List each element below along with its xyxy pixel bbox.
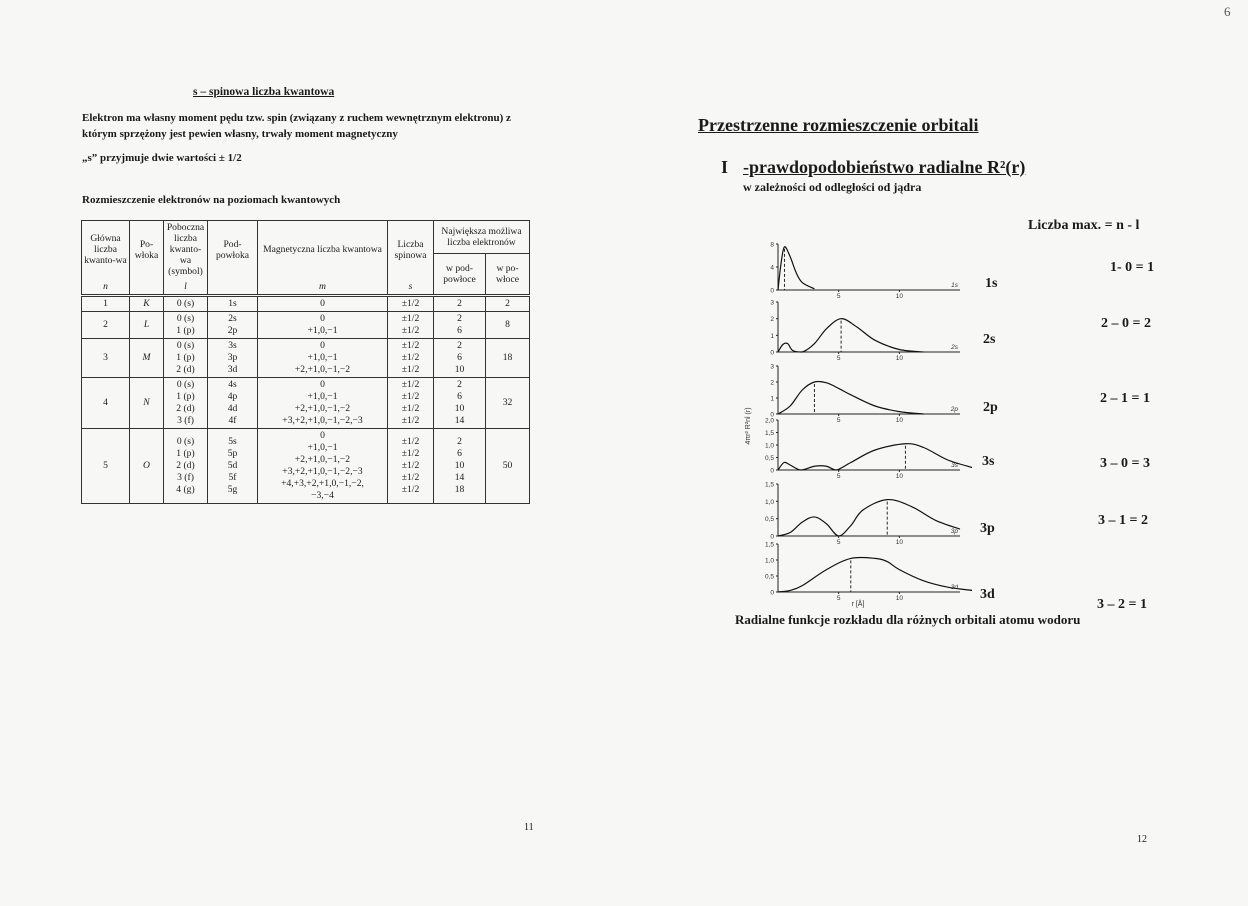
header-w-powloce: w po-włoce [486,254,530,296]
y-tick-label-2p: 2 [770,379,774,387]
section-number: I [721,157,729,177]
header-powloka: Po-włoka [130,221,164,279]
cell-sub-max: 2 [434,296,486,312]
y-tick-label-3p: 0 [770,533,774,541]
x-tick-label-3d: 5 [836,595,841,602]
orbital-label-3s: 3s [982,454,995,469]
panel-label-3s: 3s [951,462,958,469]
cell-s: ±1/2 ±1/2 ±1/2 ±1/2 ±1/2 [388,429,434,504]
cell-s: ±1/2 ±1/2 [388,312,434,339]
symbol-l: l [164,278,208,296]
y-tick-label-3s: 0 [770,467,774,475]
page-number-left: 11 [524,822,534,833]
calc-3p: 3 – 1 = 2 [1098,513,1148,528]
cell-m: 0 +1,0,−1 [258,312,388,339]
cell-m: 0 +1,0,−1 +2,+1,0,−1,−2 [258,339,388,378]
symbol-s: s [388,278,434,296]
y-tick-label-3s: 0,5 [764,455,774,462]
y-tick-label-2s: 3 [770,299,774,307]
cell-s: ±1/2 [388,296,434,312]
cell-m: 0 +1,0,−1 +2,+1,0,−1,−2 +3,+2,+1,0,−1,−2,−3 [258,378,388,429]
x-tick-label-3s: 5 [836,473,841,480]
cell-s: ±1/2 ±1/2 ±1/2 [388,339,434,378]
table-row [82,339,530,378]
header-podpowloka: Pod-powłoka [208,221,258,279]
table-row [82,312,530,339]
symbol-m: m [258,278,388,296]
spin-paragraph: Elektron ma własny moment pędu tzw. spin (związany z ruchem wewnętrznym elektronu) z którym sprzężony jest pewien własny, trwały moment magnetyczny [82,112,511,140]
cell-shell-max: 8 [486,312,530,339]
spin-heading: s – spinowa liczba kwantowa [193,86,335,98]
y-tick-label-2p: 0 [770,411,774,419]
x-tick-label-2s: 10 [895,355,903,362]
corner-mark: 6 [1224,4,1231,19]
header-glowna: Główna liczba kwanto-wa [82,221,130,279]
y-tick-label-3d: 1,5 [764,541,774,549]
x-tick-label-3d: 10 [895,595,903,602]
x-tick-label-3s: 10 [895,473,903,480]
orbital-label-2s: 2s [983,332,996,347]
cell-sub: 3s 3p 3d [208,339,258,378]
cell-shell-max: 32 [486,378,530,429]
x-tick-label-2s: 5 [836,355,841,362]
y-tick-label-3d: 0 [770,589,774,597]
orbital-label-3d: 3d [980,587,995,602]
cell-n: 2 [82,312,130,339]
curve-1s [778,247,814,290]
cell-n: 1 [82,296,130,312]
panel-label-3d: 3d [950,584,958,591]
table-caption: Rozmieszczenie elektronów na poziomach kwantowych [82,194,341,206]
panel-label-1s: 1s [951,282,958,289]
cell-n: 4 [82,378,130,429]
calc-2s: 2 – 0 = 2 [1101,316,1151,331]
right-page-title: Przestrzenne rozmieszczenie orbitali [698,115,979,135]
spin-values-paragraph: „s” przyjmuje dwie wartości ± 1/2 [82,152,242,164]
x-tick-label-1s: 5 [836,293,841,300]
table-row [82,378,530,429]
table-row [82,429,530,504]
quantum-numbers-table [81,220,530,504]
symbol-blank [130,278,164,296]
y-tick-label-2p: 1 [770,395,774,403]
panel-label-2p: 2p [950,406,958,413]
cell-shell: N [130,378,164,429]
figure-caption: Radialne funkcje rozkładu dla różnych orbitali atomu wodoru [735,612,1081,627]
section-title: -prawdopodobieństwo radialne R²(r) [743,157,1026,177]
cell-sub-max: 2 6 [434,312,486,339]
y-tick-label-3s: 2,0 [764,417,774,425]
cell-l: 0 (s) [164,296,208,312]
page-number-right: 12 [1137,834,1147,845]
orbital-label-3p: 3p [980,521,995,536]
cell-n: 3 [82,339,130,378]
cell-shell: L [130,312,164,339]
y-tick-label-2s: 2 [770,316,774,324]
cell-l: 0 (s) 1 (p) 2 (d) [164,339,208,378]
cell-sub-max: 2 6 10 14 18 [434,429,486,504]
max-number-label: Liczba max. = n - l [1028,218,1140,233]
y-tick-label-3p: 1,0 [764,498,774,506]
panel-label-3p: 3p [950,528,958,535]
cell-s: ±1/2 ±1/2 ±1/2 ±1/2 [388,378,434,429]
curve-3s [778,444,972,470]
y-tick-label-3p: 0,5 [764,516,774,524]
curve-2s [778,319,924,352]
table-row [82,296,530,312]
cell-sub: 1s [208,296,258,312]
header-poboczna: Poboczna liczba kwanto-wa (symbol) [164,221,208,279]
cell-n: 5 [82,429,130,504]
cell-l: 0 (s) 1 (p) [164,312,208,339]
cell-sub: 4s 4p 4d 4f [208,378,258,429]
y-tick-label-2p: 3 [770,363,774,371]
header-magnetyczna: Magnetyczna liczba kwantowa [258,221,388,279]
calc-2p: 2 – 1 = 1 [1100,391,1150,406]
symbol-n: n [82,278,130,296]
radial-distribution-chart [740,236,972,608]
cell-sub-max: 2 6 10 14 [434,378,486,429]
x-tick-label-2p: 5 [836,417,841,424]
y-tick-label-2s: 0 [770,349,774,357]
header-w-podpowloce: w pod-powłoce [434,254,486,296]
y-tick-label-1s: 4 [770,264,774,272]
y-tick-label-3p: 1,5 [764,481,774,489]
x-tick-label-3p: 10 [895,539,903,546]
cell-sub-max: 2 6 10 [434,339,486,378]
cell-l: 0 (s) 1 (p) 2 (d) 3 (f) [164,378,208,429]
calc-1s: 1- 0 = 1 [1110,260,1155,275]
cell-l: 0 (s) 1 (p) 2 (d) 3 (f) 4 (g) [164,429,208,504]
cell-shell-max: 2 [486,296,530,312]
cell-shell: M [130,339,164,378]
y-tick-label-3d: 1,0 [764,557,774,565]
cell-sub: 2s 2p [208,312,258,339]
symbol-blank [208,278,258,296]
cell-shell: K [130,296,164,312]
curve-2p [778,381,924,414]
x-tick-label-1s: 10 [895,293,903,300]
panel-label-2s: 2s [951,344,958,351]
cell-m: 0 [258,296,388,312]
header-spinowa: Liczba spinowa [388,221,434,279]
cell-shell-max: 50 [486,429,530,504]
cell-m: 0 +1,0,−1 +2,+1,0,−1,−2 +3,+2,+1,0,−1,−2,−3 +4,+3,+2,+1,0,−1,−2, −3,−4 [258,429,388,504]
cell-shell: O [130,429,164,504]
header-najwieksza: Największa możliwa liczba elektronów [434,221,530,254]
y-tick-label-2s: 1 [770,332,774,340]
x-tick-label-2p: 10 [895,417,903,424]
y-tick-label-3d: 0,5 [764,573,774,581]
x-axis-label: r [Å] [851,601,865,608]
calc-3d: 3 – 2 = 1 [1097,597,1147,612]
y-tick-label-3s: 1,0 [764,442,774,450]
cell-shell-max: 18 [486,339,530,378]
y-tick-label-1s: 8 [770,241,774,249]
y-tick-label-3s: 1,5 [764,430,774,437]
section-subtitle: w zależności od odległości od jądra [743,180,922,194]
y-axis-label: 4πr² R²nl (r) [745,407,752,445]
orbital-label-1s: 1s [985,276,998,291]
curve-3p [778,500,960,536]
calc-3s: 3 – 0 = 3 [1100,456,1150,471]
orbital-label-2p: 2p [983,400,998,415]
curve-3d [778,557,972,592]
y-tick-label-1s: 0 [770,287,774,295]
x-tick-label-3p: 5 [836,539,841,546]
cell-sub: 5s 5p 5d 5f 5g [208,429,258,504]
